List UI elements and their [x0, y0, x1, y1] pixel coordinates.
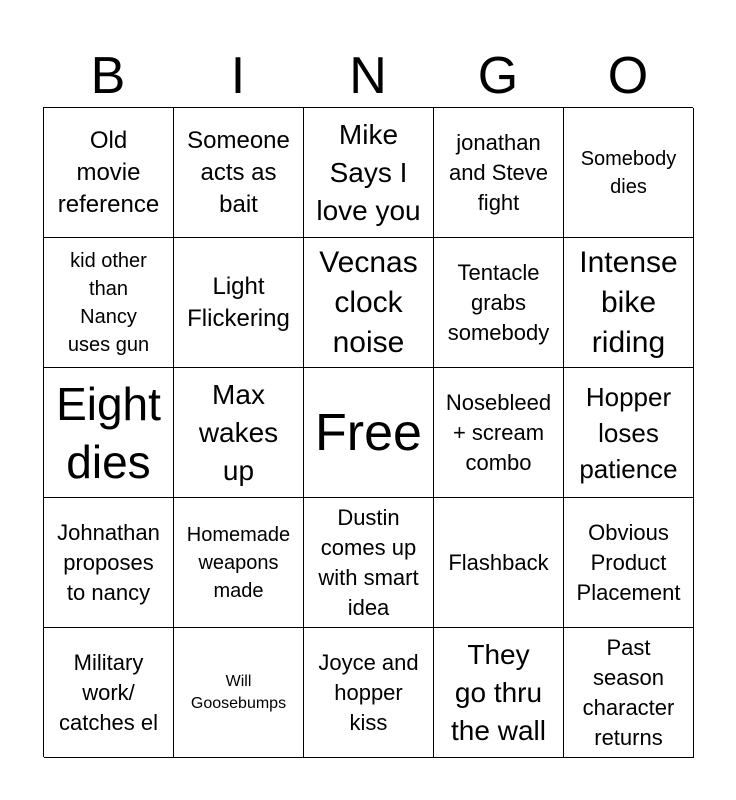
bingo-cell[interactable] [174, 368, 304, 498]
bingo-cell[interactable] [304, 238, 434, 368]
free-space-cell[interactable] [304, 368, 434, 498]
bingo-cell[interactable] [564, 498, 694, 628]
bingo-cell[interactable] [174, 628, 304, 758]
bingo-header [43, 44, 693, 108]
cell-text: kid other than Nancy uses gun [67, 249, 150, 356]
bingo-cell[interactable] [564, 108, 694, 238]
cell-text: They go thru the wall [451, 638, 546, 746]
cell-text: Somebody dies [580, 147, 677, 198]
cell-text: Intense bike riding [579, 245, 678, 359]
bingo-cell[interactable] [44, 498, 174, 628]
bingo-cell[interactable] [564, 628, 694, 758]
cell-text: Joyce and hopper kiss [318, 649, 419, 735]
cell-text: Obvious Product Placement [576, 519, 681, 605]
cell-text: Flashback [448, 549, 549, 575]
bingo-cell[interactable] [174, 498, 304, 628]
cell-text: Johnathan proposes to nancy [57, 519, 160, 605]
header-letter-b: B [90, 47, 126, 105]
bingo-cell[interactable] [434, 108, 564, 238]
bingo-cell[interactable] [44, 368, 174, 498]
bingo-cell[interactable] [434, 238, 564, 368]
cell-text: Dustin comes up with smart idea [318, 504, 419, 620]
bingo-cell[interactable] [434, 628, 564, 758]
free-space-text: Free [315, 403, 422, 462]
cell-text: Homemade weapons made [186, 523, 291, 602]
cell-text: Hopper loses patience [579, 381, 678, 484]
cell-text: Max wakes up [198, 378, 279, 486]
bingo-cell[interactable] [304, 498, 434, 628]
bingo-grid [43, 107, 693, 757]
bingo-cell[interactable] [434, 368, 564, 498]
header-letter-n: N [349, 47, 387, 105]
bingo-cell[interactable] [564, 238, 694, 368]
cell-text: Light Flickering [187, 272, 290, 332]
bingo-cell[interactable] [304, 108, 434, 238]
bingo-cell[interactable] [434, 498, 564, 628]
bingo-cell[interactable] [304, 628, 434, 758]
bingo-cell[interactable] [44, 108, 174, 238]
bingo-cell[interactable] [174, 238, 304, 368]
cell-text: Nosebleed + scream combo [445, 389, 552, 475]
header-letter-g: G [477, 47, 519, 105]
cell-text: Eight dies [56, 377, 161, 488]
header-letter-o: O [607, 47, 649, 105]
cell-text: Vecnas clock noise [319, 245, 418, 359]
cell-text: Someone acts as bait [187, 126, 290, 218]
cell-text: Will Goosebumps [190, 672, 287, 712]
bingo-cell[interactable] [174, 108, 304, 238]
bingo-cell[interactable] [564, 368, 694, 498]
cell-text: Old movie reference [57, 126, 160, 218]
cell-text: Past season character returns [582, 634, 675, 750]
header-letter-i: I [230, 47, 246, 105]
cell-text: jonathan and Steve fight [448, 129, 549, 215]
cell-text: Tentacle grabs somebody [447, 259, 550, 345]
cell-text: Mike Says I love you [316, 118, 421, 226]
cell-text: Military work/ catches el [58, 649, 159, 735]
bingo-cell[interactable] [44, 238, 174, 368]
bingo-cell[interactable] [44, 628, 174, 758]
